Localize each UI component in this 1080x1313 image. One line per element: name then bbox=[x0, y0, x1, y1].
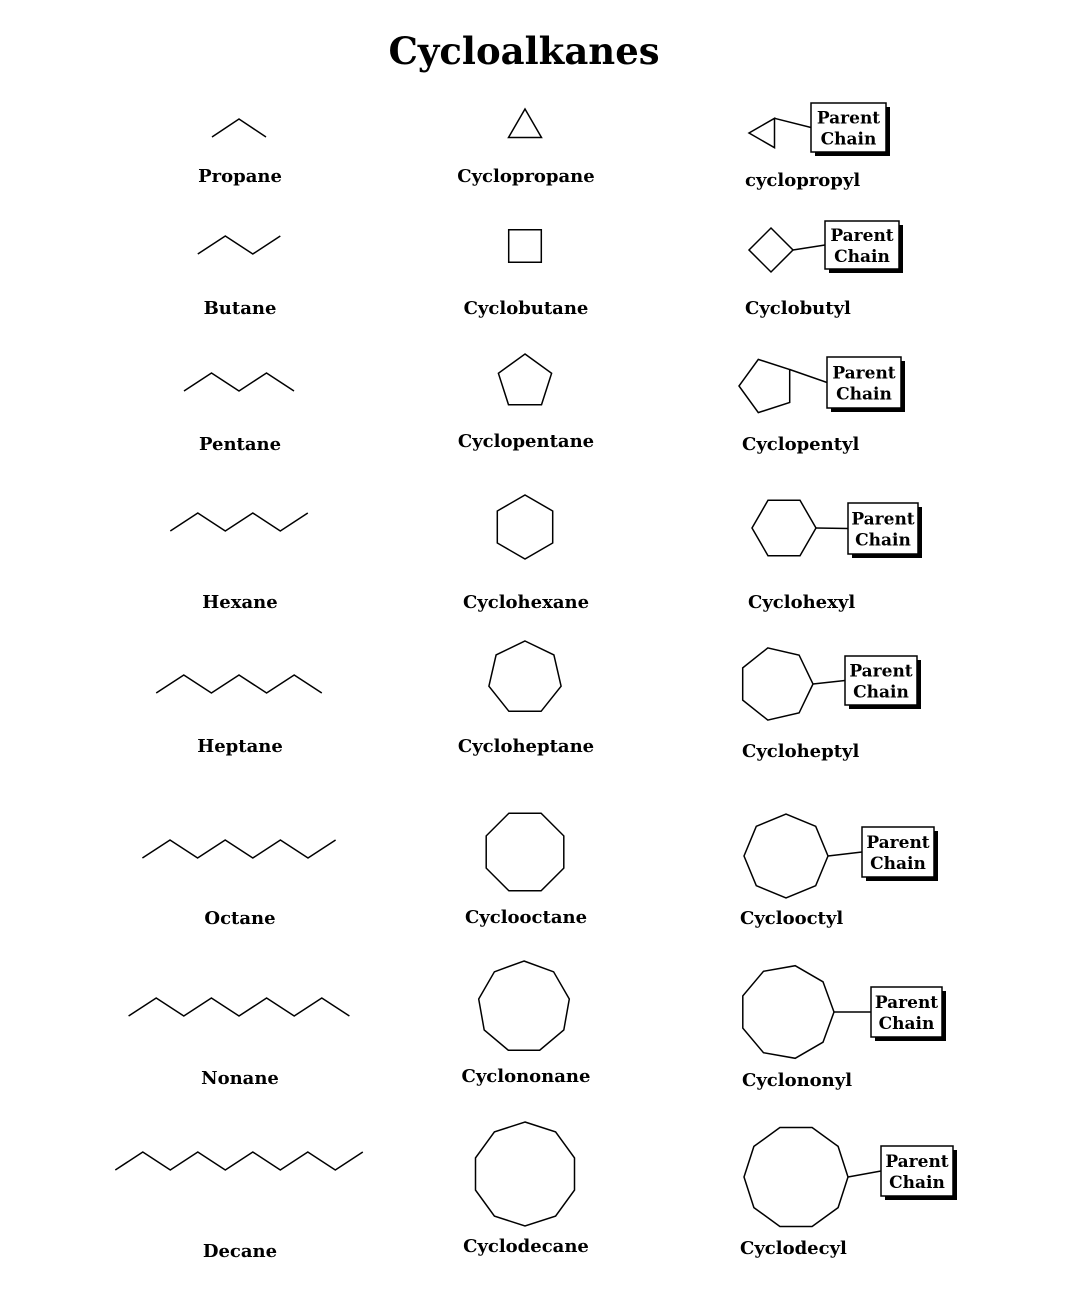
alkane-name: Decane bbox=[202, 1241, 278, 1262]
alkane-name: Nonane bbox=[201, 1068, 279, 1089]
box-label-line1: Parent bbox=[849, 661, 913, 682]
cycloalkane-ring bbox=[509, 109, 542, 138]
alkane-name: Hexane bbox=[202, 592, 278, 613]
substituent-ring bbox=[749, 118, 775, 147]
alkane-skeleton bbox=[198, 236, 280, 254]
row-octane bbox=[142, 813, 938, 929]
alkane-skeleton bbox=[129, 998, 350, 1016]
box-label-line1: Parent bbox=[866, 833, 930, 853]
cycloalkane-ring bbox=[509, 230, 542, 263]
substituent-name: Cyclohexyl bbox=[748, 592, 856, 613]
parent-chain-box bbox=[881, 1146, 957, 1200]
attachment-bond bbox=[816, 528, 848, 529]
parent-chain-box bbox=[848, 503, 922, 558]
alkane-name: Octane bbox=[204, 908, 276, 929]
parent-chain-box bbox=[845, 656, 921, 709]
attachment-bond bbox=[790, 370, 827, 383]
cycloalkane-name: Cyclononane bbox=[461, 1066, 591, 1087]
structure-rows bbox=[115, 103, 957, 1262]
row-hexane bbox=[170, 495, 922, 613]
substituent-ring bbox=[743, 966, 834, 1059]
cycloalkane-ring bbox=[489, 641, 561, 711]
cycloalkane-ring bbox=[479, 961, 570, 1050]
parent-chain-box bbox=[811, 103, 890, 156]
alkane-skeleton bbox=[156, 675, 322, 693]
box-label-line2: Chain bbox=[878, 1014, 935, 1034]
box-label-line2: Chain bbox=[836, 384, 892, 405]
cycloalkane-name: Cycloheptane bbox=[457, 736, 595, 757]
row-nonane bbox=[129, 961, 946, 1091]
cycloalkane-ring bbox=[486, 813, 564, 891]
cycloalkane-ring bbox=[476, 1122, 575, 1226]
box-label-line2: Chain bbox=[820, 129, 877, 150]
parent-chain-box bbox=[825, 221, 903, 273]
substituent-name: Cyclobutyl bbox=[745, 298, 851, 319]
substituent-ring bbox=[744, 814, 828, 898]
row-decane bbox=[115, 1122, 957, 1262]
attachment-bond bbox=[848, 1171, 881, 1177]
alkane-name: Propane bbox=[198, 166, 282, 187]
attachment-bond bbox=[813, 681, 845, 685]
substituent-ring bbox=[739, 359, 790, 412]
substituent-ring bbox=[743, 648, 813, 720]
box-label-line2: Chain bbox=[889, 1173, 945, 1193]
substituent-name: Cyclooctyl bbox=[740, 908, 844, 929]
alkane-skeleton bbox=[212, 119, 266, 137]
row-butane bbox=[198, 221, 903, 319]
attachment-bond bbox=[793, 245, 825, 250]
alkane-name: Heptane bbox=[197, 736, 283, 757]
alkane-skeleton bbox=[115, 1152, 362, 1170]
box-label-line1: Parent bbox=[816, 108, 881, 129]
attachment-bond bbox=[828, 852, 862, 856]
parent-chain-box bbox=[871, 987, 946, 1041]
cycloalkane-name: Cyclohexane bbox=[462, 592, 590, 613]
alkane-name: Butane bbox=[203, 298, 277, 319]
cycloalkane-name: Cyclopentane bbox=[457, 431, 595, 452]
cycloalkane-name: Cyclobutane bbox=[463, 298, 589, 319]
box-label-line2: Chain bbox=[834, 247, 890, 267]
page-title: Cycloalkanes bbox=[388, 29, 660, 73]
substituent-name: Cyclodecyl bbox=[740, 1238, 847, 1259]
parent-chain-box bbox=[827, 357, 905, 412]
cycloalkane-name: Cyclopropane bbox=[457, 166, 595, 187]
substituent-name: cyclopropyl bbox=[745, 170, 861, 191]
box-label-line2: Chain bbox=[870, 854, 926, 874]
parent-chain-box bbox=[862, 827, 938, 881]
row-propane bbox=[198, 103, 890, 191]
box-label-line2: Chain bbox=[853, 682, 909, 703]
alkane-name: Pentane bbox=[198, 434, 282, 455]
cycloalkane-name: Cyclooctane bbox=[464, 907, 588, 928]
substituent-name: Cycloheptyl bbox=[742, 741, 860, 762]
cycloalkane-ring bbox=[498, 354, 551, 405]
substituent-name: Cyclononyl bbox=[742, 1070, 853, 1091]
box-label-line1: Parent bbox=[885, 1152, 949, 1172]
substituent-name: Cyclopentyl bbox=[742, 434, 860, 455]
substituent-ring bbox=[744, 1128, 848, 1227]
cycloalkane-name: Cyclodecane bbox=[463, 1236, 589, 1257]
row-heptane bbox=[156, 641, 921, 762]
box-label-line1: Parent bbox=[830, 226, 894, 246]
alkane-skeleton bbox=[170, 513, 307, 531]
alkane-skeleton bbox=[184, 373, 294, 391]
box-label-line2: Chain bbox=[855, 530, 911, 551]
cycloalkane-ring bbox=[497, 495, 552, 559]
box-label-line1: Parent bbox=[874, 993, 939, 1013]
alkane-skeleton bbox=[142, 840, 335, 858]
row-pentane bbox=[184, 354, 905, 455]
attachment-bond bbox=[775, 118, 812, 127]
box-label-line1: Parent bbox=[851, 509, 915, 530]
substituent-ring bbox=[752, 500, 816, 555]
substituent-ring bbox=[749, 228, 793, 272]
box-label-line1: Parent bbox=[832, 363, 896, 384]
